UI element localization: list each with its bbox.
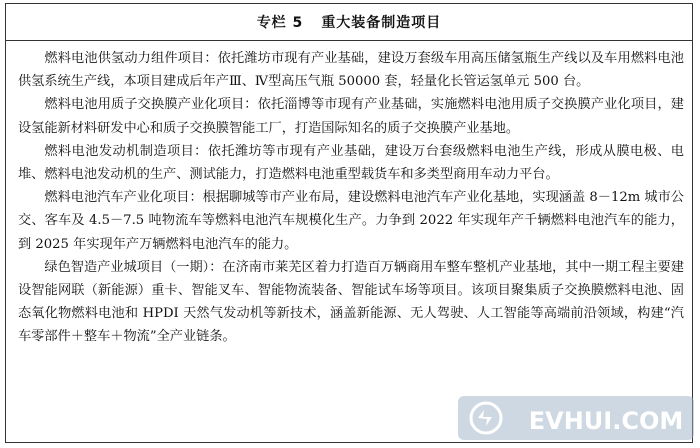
- column-title: 重大装备制造项目: [321, 15, 442, 31]
- paragraph-fuel-cell-vehicle: 燃料电池汽车产业化项目：根据聊城等市产业布局，建设燃料电池汽车产业化基地，实现涵盖 8－12m 城市公交、客车及 4.5－7.5 吨物流车等燃料电池汽车规模化生产。力争到 2022 年实现年产千辆燃料电池汽车的能力，到 2025 年实现年产万辆燃料电池汽车的能力。: [18, 190, 684, 252]
- paragraph-green-manufacturing: 绿色智造产业城项目（一期）：在济南市莱芜区着力打造百万辆商用车整车整机产业基地，其中一期工程主要建设智能网联（新能源）重卡、智能叉车、智能物流装备、智能试车场等项目。该项目聚集质子交换膜燃料电池、固态氧化物燃料电池和 HPDI 天然气发动机等新技术，涵盖新能源、无人驾驶、人工智能等高端前沿领域，构建“汽车零部件＋整车＋物流”全产业链条。: [18, 259, 684, 345]
- paragraph-fuel-cell-engine: 燃料电池发动机制造项目：依托潍坊等市现有产业基础，建设万台套级燃料电池生产线，形成从膜电极、电堆、燃料电池发动机的生产、测试能力，打造燃料电池重型载货车和多类型商用车动力平台。: [18, 143, 684, 183]
- column-title-bar: [6, 4, 692, 41]
- column-body: [6, 41, 692, 349]
- watermark-text: EVHUI.COM: [528, 407, 684, 435]
- column-number: 专栏 5: [256, 15, 304, 31]
- project-column-box: [5, 3, 693, 443]
- paragraph-proton-membrane: 燃料电池用质子交换膜产业化项目：依托淄博等市现有产业基础，实施燃料电池用质子交换膜产业化项目，建设氢能新材料研发中心和质子交换膜智能工厂，打造国际知名的质子交换膜产业基地。: [18, 97, 684, 136]
- paragraph-hydrogen-supply: 燃料电池供氢动力组件项目：依托潍坊市现有产业基础，建设万套级车用高压储氢瓶生产线以及车用燃料电池供氢系统生产线，本项目建成后年产Ⅲ、Ⅳ型高压气瓶 50000 套，轻量化长管运氢单元 500 台。: [18, 51, 684, 90]
- watermark-logo: [456, 392, 696, 444]
